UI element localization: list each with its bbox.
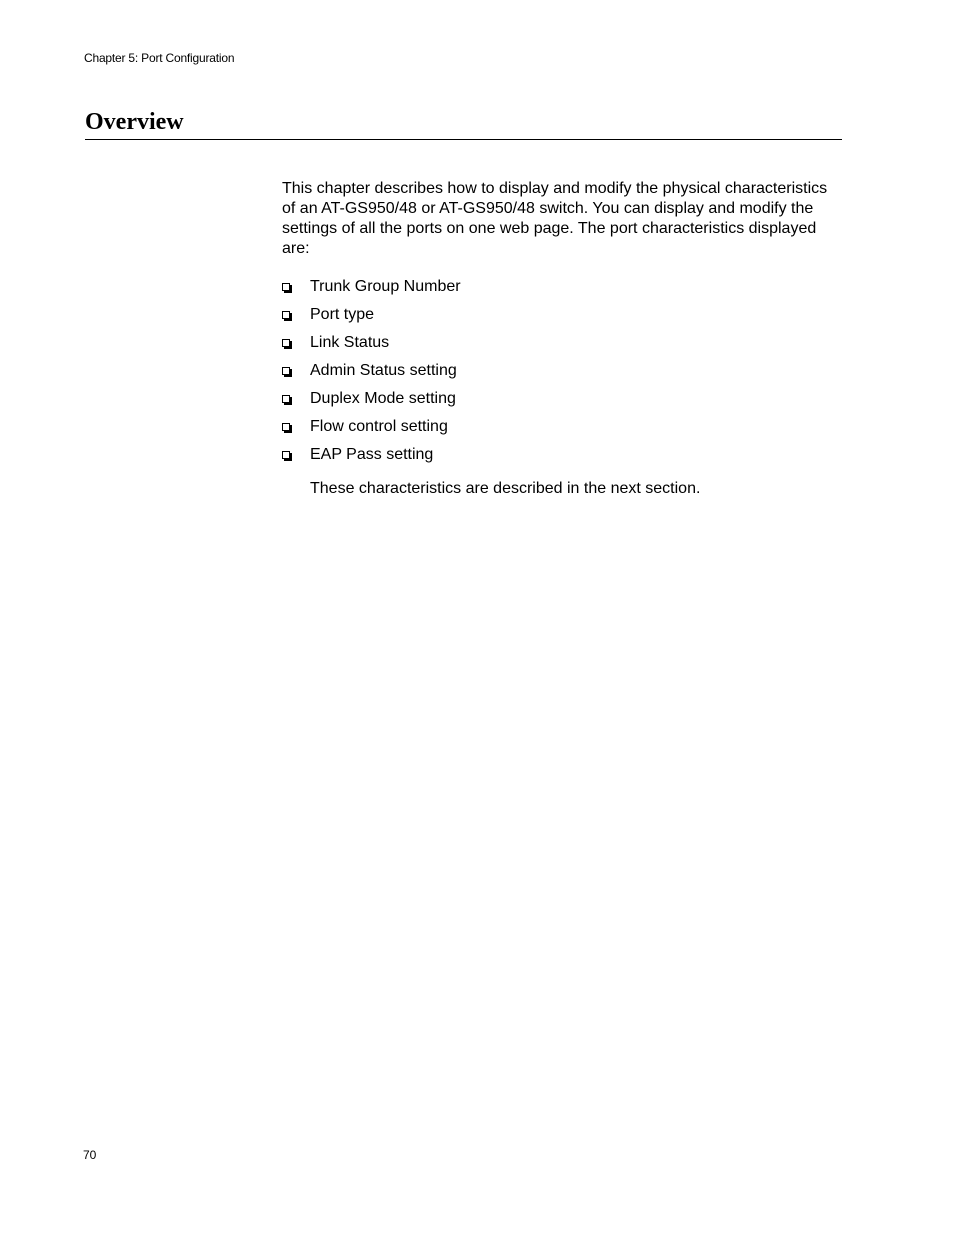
intro-paragraph: This chapter describes how to display and modify the physical characteristics of an AT-GS950/48 or AT-GS950/48 switch. You can display and modify the settings of all the ports on one web page. The port characteristics displayed are: xyxy=(282,180,828,257)
running-header: Chapter 5: Port Configuration xyxy=(84,51,235,65)
checkbox-bullet-icon xyxy=(282,451,290,459)
checkbox-bullet-icon xyxy=(282,423,290,431)
checkbox-bullet-icon xyxy=(282,395,290,403)
list-item-text: Port type xyxy=(310,306,375,323)
title-rule xyxy=(85,139,842,140)
list-item-text: Duplex Mode setting xyxy=(310,390,456,407)
closing-paragraph: These characteristics are described in the next section. xyxy=(310,480,701,497)
checkbox-bullet-icon xyxy=(282,367,290,375)
page-number: 70 xyxy=(83,1148,97,1162)
section-title: Overview xyxy=(85,109,184,135)
checkbox-bullet-icon xyxy=(282,311,290,319)
list-item-text: Trunk Group Number xyxy=(310,278,461,295)
checkbox-bullet-icon xyxy=(282,339,290,347)
list-item-text: EAP Pass setting xyxy=(310,446,434,463)
list-item-text: Admin Status setting xyxy=(310,362,457,379)
list-item-text: Link Status xyxy=(310,334,390,351)
checkbox-bullet-icon xyxy=(282,283,290,291)
list-item-text: Flow control setting xyxy=(310,418,448,435)
